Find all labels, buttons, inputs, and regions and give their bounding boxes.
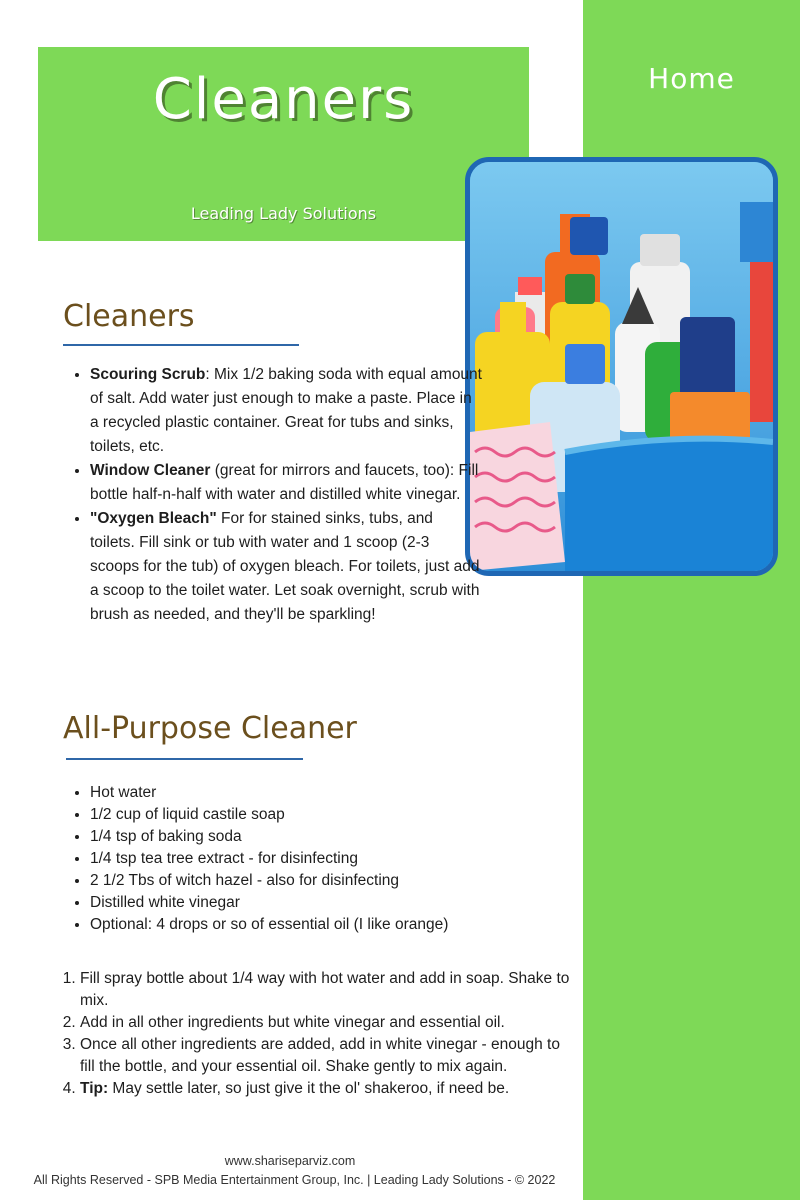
ingredients-list <box>66 782 560 936</box>
list-item: • "Oxygen Bleach" For for stained sinks, tubs, and toilets. Fill sink or tub with water and 1 scoop (2-3 scoops for the tub) of oxygen bleach. For toilets, just add a scoop to the toilet water. Let soak overnight, scrub with brush as needed, and they'll be sparkling! <box>90 507 482 627</box>
footer-copyright: All Rights Reserved - SPB Media Entertainment Group, Inc. | Leading Lady Solutions - © 2022 <box>33 1173 556 1187</box>
footer-website-link[interactable]: www.shariseparviz.com <box>224 1154 356 1168</box>
section-divider <box>66 758 303 760</box>
section-heading-all-purpose-cleaner: All-Purpose Cleaner <box>63 711 357 746</box>
list-item: 1. Fill spray bottle about 1/4 way with hot water and add in soap. Shake to mix. <box>80 968 570 1012</box>
section-heading-cleaners: Cleaners <box>63 299 195 334</box>
list-item: • 1/4 tsp tea tree extract - for disinfecting <box>90 848 560 870</box>
instructions-list <box>62 968 570 1100</box>
list-item: • Window Cleaner (great for mirrors and faucets, too): Fill bottle half-n-half with water and distilled white vinegar. <box>90 459 482 507</box>
home-link[interactable]: Home <box>648 62 735 95</box>
list-item: 3. Once all other ingredients are added, add in white vinegar - enough to fill the bottle, and your essential oil. Shake gently to mix again. <box>80 1034 570 1078</box>
page-subtitle: Leading Lady Solutions <box>190 204 377 223</box>
list-item: 4. Tip: May settle later, so just give it the ol' shakeroo, if need be. <box>80 1078 570 1100</box>
header-banner <box>38 47 529 241</box>
cleaners-list <box>66 363 482 627</box>
page-title: Cleaners <box>152 67 415 132</box>
cleaning-supplies-icon <box>470 162 773 571</box>
list-item: • Optional: 4 drops or so of essential oil (I like orange) <box>90 914 560 936</box>
list-item: • Hot water <box>90 782 560 804</box>
list-item: • 1/2 cup of liquid castile soap <box>90 804 560 826</box>
list-item: • Scouring Scrub: Mix 1/2 baking soda with equal amount of salt. Add water just enough to make a paste. Place in a recycled plastic container. Great for tubs and sinks, toilets, etc. <box>90 363 482 459</box>
list-item: • Distilled white vinegar <box>90 892 560 914</box>
list-item: • 1/4 tsp of baking soda <box>90 826 560 848</box>
cleaning-supplies-photo <box>465 157 778 576</box>
section-divider <box>63 344 299 346</box>
list-item: 2. Add in all other ingredients but white vinegar and essential oil. <box>80 1012 570 1034</box>
list-item: • 2 1/2 Tbs of witch hazel - also for disinfecting <box>90 870 560 892</box>
